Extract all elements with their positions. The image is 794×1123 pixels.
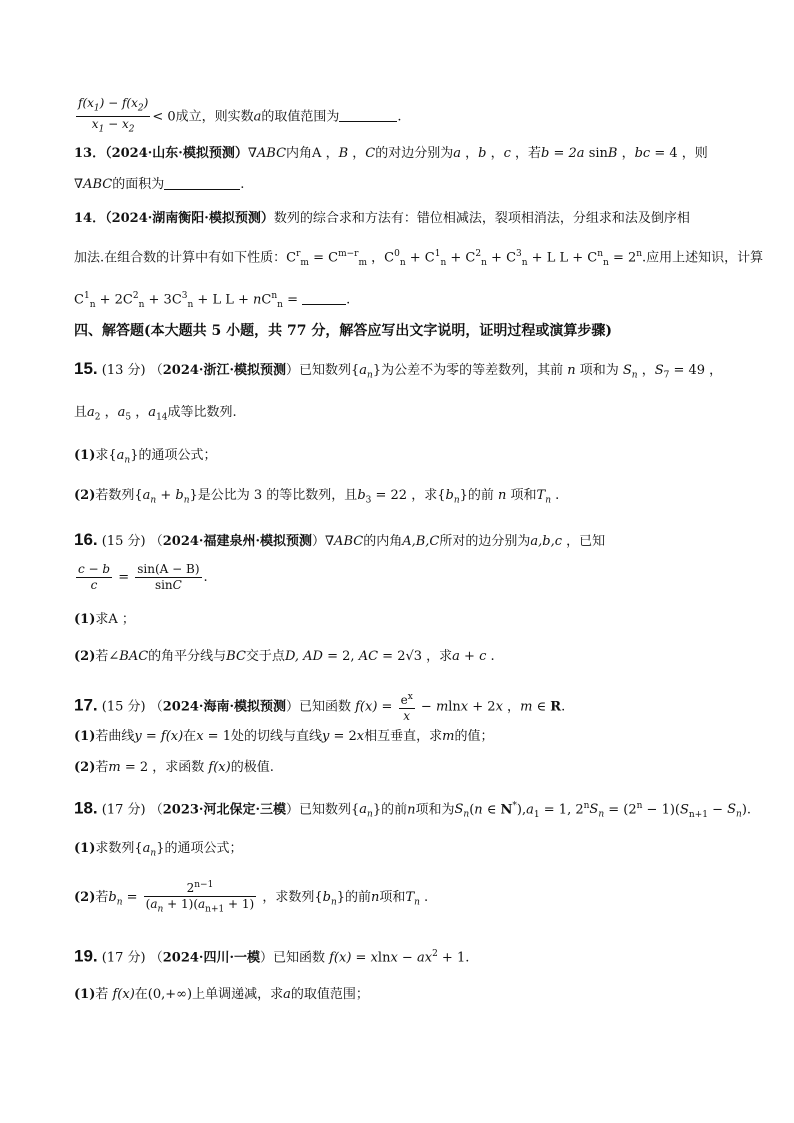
q13-line-1: 13．（2024·山东·模拟预测）∇ABC内角A ，B ，C的对边分别为a ，b ，c ，若b = 2a sinB ，bc = 4 ，则 — [74, 146, 708, 161]
difference-quotient: $\frac{f(x_1) - f(x_2)}{x_1 - x_2}$ — [78, 96, 149, 135]
q17-part-2: (2)若m = 2 ，求函数 f(x)的极值. — [74, 760, 274, 775]
answer-blank[interactable] — [302, 291, 346, 305]
q18-part-1: (1)求数列$\{a_n\}$的通项公式； — [74, 841, 243, 859]
q16-line-2: $\frac{c - b}{c}$ = $\frac{\sin(A - B)}{\sin C}$ . — [78, 562, 208, 592]
q15-line-1: 15. (13 分) （2024·浙江·模拟预测）已知数列$\{a_n\}$为公差不为零的等差数列，其前 n 项和为 $S_n$ ，$S_7 = 49$ ， — [74, 359, 723, 381]
section-4-heading: 四、解答题(本大题共 5 小题，共 77 分，解答应写出文字说明，证明过程或演算步骤) — [74, 323, 612, 339]
q19-part-1: (1)若 f(x)在(0,+∞)上单调递减，求a的取值范围； — [74, 987, 369, 1002]
answer-blank[interactable] — [339, 108, 397, 122]
q14-line-3: $C^1_n + 2C^2_n + 3C^3_n + L$ $L + nC^n_n$ = . — [74, 291, 351, 310]
q14-line-2: 加法.在组合数的计算中有如下性质：$C^r_m = C^{m-r}_m$ ，$C^0_n + C^1_n + C^2_n + C^3_n + L$ $L + C^n_n = 2^n$.应用上述知识，计算 — [74, 249, 764, 268]
q18-part-2: (2)若$b_n$ = $\frac{2^{n-1}}{(a_n + 1)(a_{n+1} + 1)}$ ，求数列$\{b_n\}$的前n项和$T_n$ . — [74, 880, 429, 915]
q13-line-2: ∇ABC的面积为 . — [74, 177, 245, 192]
answer-blank[interactable] — [164, 176, 240, 190]
q15-part-2: (2)若数列$\{a_n + b_n\}$是公比为 3 的等比数列，且$b_3 = 22$ ，求$\{b_n\}$的前 n 项和$T_n$ . — [74, 488, 560, 506]
q17-part-1: (1)若曲线y = f(x)在x = 1处的切线与直线y = 2x相互垂直，求m的值； — [74, 729, 494, 744]
q12-condition-line: $\frac{f(x_1) - f(x_2)}{x_1 - x_2}$ < 0成立，则实数a的取值范围为 . — [74, 96, 724, 138]
q14-line-1: 14．（2024·湖南衡阳·模拟预测）数列的综合求和方法有：错位相减法，裂项相消法，分组求和法及倒序相 — [74, 211, 690, 226]
q15-part-1: (1)求$\{a_n\}$的通项公式； — [74, 448, 217, 466]
q18-line-1: 18. (17 分) （2023·河北保定·三模）已知数列$\{a_n\}$的前n项和为$S_n(n$ ∈ $N^*),a_1 = 1$, $2^nS_n = (2^n - 1)(S_{n+1} - S_n)$. — [74, 798, 752, 820]
q19-line-1: 19. (17 分) （2024·四川·一模）已知函数 $f(x) = xlnx - ax^2 + 1$. — [74, 946, 470, 966]
q16-part-1: (1)求A ； — [74, 612, 135, 627]
q16-part-2: (2)若∠BAC的角平分线与BC交于点D, AD = 2, AC = 2√3 ，求a + c . — [74, 649, 495, 664]
q17-line-1: 17. (15 分) （2024·海南·模拟预测）已知函数 f(x) = $\frac{e^x}{x}$ − mlnx + 2x ，m ∈ R. — [74, 692, 566, 723]
q16-line-1: 16. (15 分) （2024·福建泉州·模拟预测）∇ABC的内角A,B,C所对的边分别为a,b,c ，已知 — [74, 530, 606, 549]
q15-line-2: 且$a_2$ ，$a_5$ ，$a_{14}$成等比数列. — [74, 405, 237, 423]
